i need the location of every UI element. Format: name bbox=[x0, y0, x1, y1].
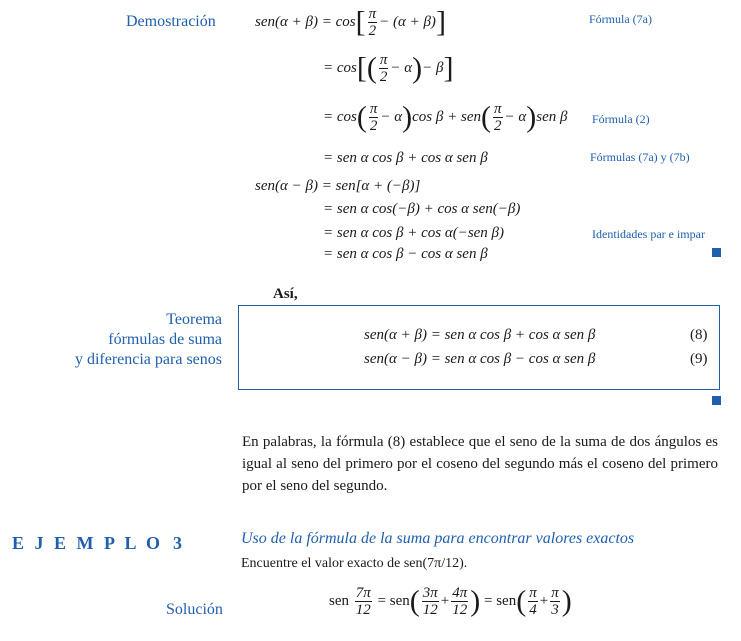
theorem-box bbox=[238, 305, 720, 390]
line1-tail: − (α + β) bbox=[379, 14, 436, 30]
note-formulas-7a-7b: Fórmulas (7a) y (7b) bbox=[590, 150, 690, 164]
proof-label: Demostración bbox=[126, 13, 216, 30]
formula-9-number: (9) bbox=[690, 351, 708, 367]
asi-text: Así, bbox=[273, 286, 298, 302]
proof-line-4: = sen α cos β + cos α sen β bbox=[323, 150, 488, 166]
formula-8-number: (8) bbox=[690, 327, 708, 343]
proof-line-3: = cos( $\frac{\pi}{2}$ − α)cos β + sen( $\frac{\pi}{2}$ − α)sen β bbox=[323, 100, 568, 134]
end-theorem-marker bbox=[712, 396, 721, 405]
proof-line-7: = sen α cos β + cos α(−sen β) bbox=[323, 225, 505, 241]
solution-equation: sen $\frac{7\pi}{12}$ = sen( $\frac{3\pi}{12}$ + $\frac{4\pi}{12}$ ) = sen( $\frac{\pi}{4}$ + $\frac{\pi}{3}$ ) bbox=[329, 584, 572, 618]
line1-lhs: sen(α + β) = cos bbox=[255, 14, 356, 30]
solution-label: Solución bbox=[166, 601, 223, 618]
proof-line-1: sen(α + β) = cos[ $\frac{\pi}{2}$ − (α + β)] bbox=[255, 5, 446, 39]
fraction-pi-over-2: $\frac{\pi}{2}$ bbox=[368, 6, 377, 39]
proof-line-6: = sen α cos(−β) + cos α sen(−β) bbox=[323, 201, 521, 217]
theorem-title: Teorema fórmulas de suma y diferencia para senos bbox=[74, 311, 222, 368]
end-proof-marker bbox=[712, 248, 721, 257]
proof-line-5: sen(α − β) = sen[α + (−β)] bbox=[255, 178, 421, 194]
note-formula-2: Fórmula (2) bbox=[592, 112, 650, 126]
formula-9: sen(α − β) = sen α cos β − cos α sen β bbox=[364, 351, 596, 367]
note-identidades: Identidades par e impar bbox=[592, 227, 705, 241]
formula-8: sen(α + β) = sen α cos β + cos α sen β bbox=[364, 327, 596, 343]
explanation-paragraph: En palabras, la fórmula (8) establece que el seno de la suma de dos ángulos es igual al seno del primero por el coseno del segundo más el coseno del primero por el seno del segundo. bbox=[242, 434, 718, 494]
example-statement: Encuentre el valor exacto de sen(7π/12). bbox=[241, 556, 468, 571]
proof-line-8: = sen α cos β − cos α sen β bbox=[323, 246, 488, 262]
note-formula-7a: Fórmula (7a) bbox=[589, 12, 652, 26]
example-number: 3 bbox=[173, 533, 182, 553]
fraction-7pi-12: $\frac{7\pi}{12}$ bbox=[355, 585, 371, 618]
example-title: Uso de la fórmula de la suma para encontrar valores exactos bbox=[241, 530, 635, 547]
example-label: E J E M P L O bbox=[12, 533, 164, 553]
proof-line-2: = cos[( $\frac{\pi}{2}$ − α)− β] bbox=[323, 51, 454, 85]
